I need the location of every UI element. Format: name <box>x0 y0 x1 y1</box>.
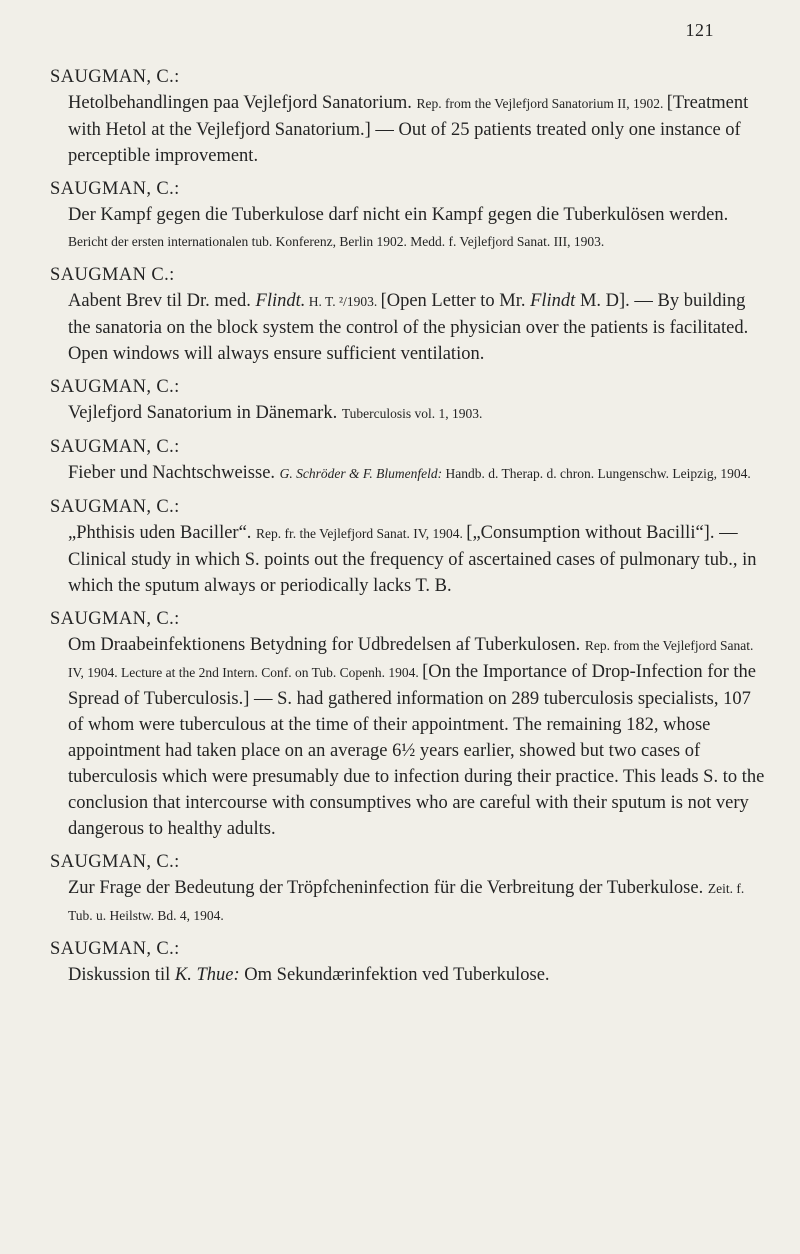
entry-author: SAUGMAN, C.: <box>50 179 180 199</box>
entry-citation <box>50 460 765 487</box>
entry-citation <box>50 962 765 988</box>
citation-text: G. Schröder & F. Blumenfeld: <box>279 466 443 481</box>
citation-text: Der Kampf gegen die Tuberkulose darf nicht ein Kampf gegen die Tuberkulösen werden. <box>68 205 729 225</box>
citation-text: Fieber und Nachtschweisse. <box>68 463 280 483</box>
citation-text: Zur Frage der Bedeutung der Tröpfcheninfection für die Verbreitung der Tuberkulose. <box>68 878 708 898</box>
entry-citation <box>50 400 765 427</box>
citation-text: Flindt. <box>255 291 306 311</box>
citation-text: Handb. d. Therap. d. chron. Lungenschw. Leipzig, 1904. <box>442 466 751 481</box>
citation-text: Aabent Brev til Dr. med. <box>68 291 256 311</box>
citation-text: M. D]. — By building the sanatoria on the block system the control of the physician over the patients is facilitated. Open windows will always ensure sufficient ventilation. <box>68 291 749 364</box>
entry-author: SAUGMAN, C.: <box>50 437 180 457</box>
entry-author: SAUGMAN, C.: <box>50 609 180 629</box>
citation-text: [„Consumption without Bacilli“]. — Clinical study in which S. points out the frequency of ascertained cases of pulmonary tub., in which the sputum always or periodically lacks T. B. <box>68 523 757 596</box>
citation-text: K. Thue: <box>174 965 240 985</box>
bibliography-list <box>50 64 765 995</box>
entry-author: SAUGMAN C.: <box>50 265 175 285</box>
citation-text: [On the Importance of Drop-Infection for the Spread of Tuberculosis.] — S. had gathered information on 289 tuberculosis specialists, 107 of whom were tuberculous at the time of their appointment. The remaining 182, whose appointment had taken place on an average 6½ years earlier, showed but two cases of tuberculosis which were presumably due to infection during their practice. This leads S. to the conclusion that intercourse with consumptives who are careful with their sputum is not very dangerous to healthy adults. <box>68 662 765 839</box>
entry-citation <box>50 288 765 367</box>
citation-text: Flindt <box>530 291 576 311</box>
citation-text: Bericht der ersten internationalen tub. Konferenz, Berlin 1902. Medd. f. Vejlefjord Sanat. III, 1903. <box>68 234 605 249</box>
citation-text: Tuberculosis vol. 1, 1903. <box>341 406 483 421</box>
bibliography-entry <box>50 849 765 929</box>
bibliography-entry <box>50 64 765 169</box>
entry-citation <box>50 202 765 255</box>
citation-text: „Phthisis uden Baciller“. <box>68 523 257 543</box>
citation-text: [Open Letter to Mr. <box>380 291 531 311</box>
bibliography-entry <box>50 936 765 988</box>
citation-text: Diskussion til <box>68 965 175 985</box>
citation-text: Hetolbehandlingen paa Vejlefjord Sanatorium. <box>68 93 417 113</box>
citation-text: Rep. fr. the Vejlefjord Sanat. IV, 1904. <box>256 526 467 541</box>
citation-text: Zeit. f. Tub. u. Heilstw. Bd. 4, 1904. <box>68 881 745 923</box>
citation-text: Rep. from the Vejlefjord Sanatorium II, 1902. <box>416 96 667 111</box>
entry-author: SAUGMAN, C.: <box>50 497 180 517</box>
citation-text: Om Draabeinfektionens Betydning for Udbredelsen af Tuberkulosen. <box>68 635 585 655</box>
citation-text: H. T. ²/1903. <box>305 294 381 309</box>
bibliography-entry <box>50 262 765 367</box>
bibliography-entry <box>50 606 765 842</box>
bibliography-entry <box>50 434 765 487</box>
entry-citation <box>50 90 765 169</box>
citation-text: [Treatment with Hetol at the Vejlefjord Sanatorium.] — Out of 25 patients treated only one instance of perceptible improvement. <box>68 93 749 166</box>
entry-author: SAUGMAN, C.: <box>50 939 180 959</box>
bibliography-entry <box>50 494 765 599</box>
entry-author: SAUGMAN, C.: <box>50 852 180 872</box>
entry-citation <box>50 632 765 842</box>
bibliography-entry <box>50 374 765 427</box>
citation-text: Rep. from the Vejlefjord Sanat. IV, 1904. Lecture at the 2nd Intern. Conf. on Tub. Copenh. 1904. <box>68 638 754 680</box>
entry-citation <box>50 875 765 929</box>
entry-author: SAUGMAN, C.: <box>50 67 180 87</box>
page-number: 121 <box>685 20 714 40</box>
citation-text: Om Sekundærinfektion ved Tuberkulose. <box>239 965 550 985</box>
bibliography-entry <box>50 176 765 255</box>
entry-citation <box>50 520 765 599</box>
entry-author: SAUGMAN, C.: <box>50 377 180 397</box>
citation-text: Vejlefjord Sanatorium in Dänemark. <box>68 403 342 423</box>
